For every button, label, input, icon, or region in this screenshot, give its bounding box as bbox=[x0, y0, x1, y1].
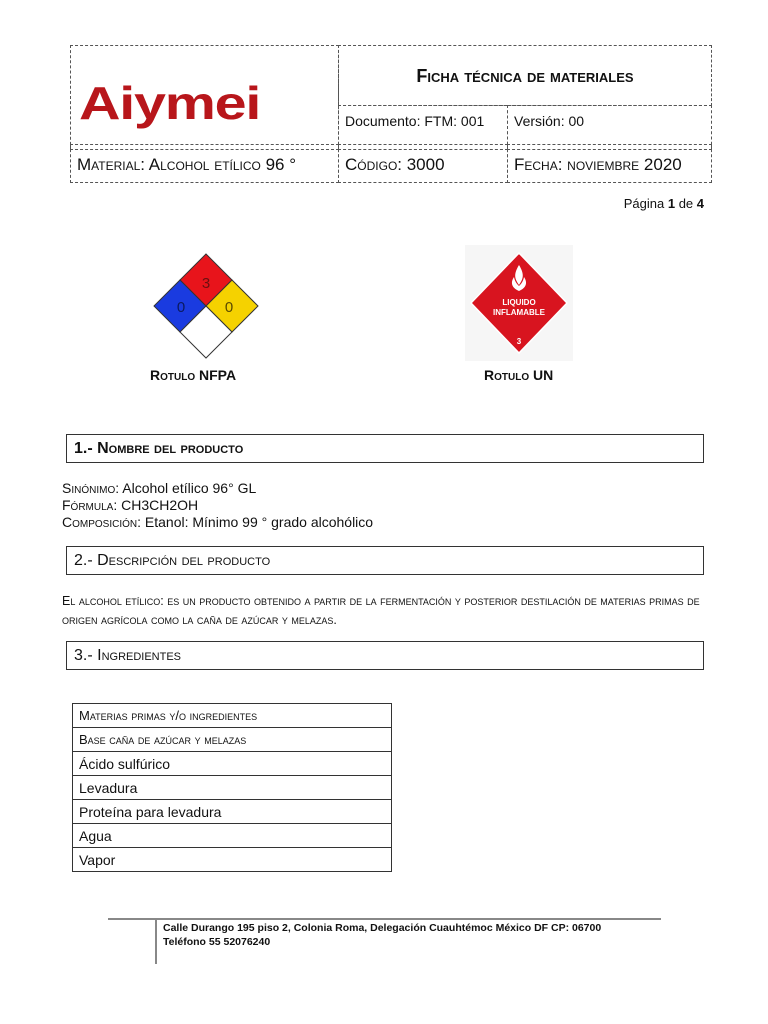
table-row bbox=[73, 704, 392, 728]
ingredients-table bbox=[72, 703, 392, 872]
table-row bbox=[73, 728, 392, 752]
un-class-number: 3 bbox=[516, 337, 522, 346]
composicion-label: Composición: bbox=[62, 514, 142, 530]
nfpa-instability-rating: 0 bbox=[224, 299, 234, 316]
codigo-cell bbox=[338, 144, 508, 183]
logo-cell bbox=[70, 45, 339, 150]
table-row bbox=[73, 848, 392, 872]
section-2-header bbox=[66, 546, 704, 575]
un-line1: LIQUIDO bbox=[502, 298, 536, 307]
formula-label: Fórmula: bbox=[62, 497, 118, 513]
footer-divider bbox=[108, 918, 661, 920]
table-row bbox=[73, 824, 392, 848]
composicion-line bbox=[62, 514, 373, 530]
section-1-header bbox=[66, 434, 704, 463]
page-sep: de bbox=[675, 196, 697, 211]
table-cell: Proteína para levadura bbox=[73, 800, 392, 824]
nfpa-flammability-rating: 3 bbox=[201, 275, 211, 292]
formula-value: CH3CH2OH bbox=[117, 497, 199, 513]
table-row bbox=[73, 752, 392, 776]
footer-vertical-rule bbox=[155, 918, 157, 964]
codigo-value: Código: 3000 bbox=[345, 155, 445, 174]
nfpa-diamond bbox=[148, 250, 264, 366]
table-cell: Ácido sulfúrico bbox=[73, 752, 392, 776]
footer-address-line: Calle Durango 195 piso 2, Colonia Roma, Delegación Cuauhtémoc México DF CP: 06700 bbox=[163, 922, 602, 934]
page-total: 4 bbox=[696, 196, 704, 211]
un-flammable-label bbox=[465, 245, 573, 361]
company-logo: Aiymei bbox=[79, 77, 261, 129]
page-number bbox=[624, 196, 704, 211]
nfpa-health-rating: 0 bbox=[176, 299, 186, 316]
document-header bbox=[70, 45, 712, 183]
product-description: El alcohol etílico: es un producto obtenido a partir de la fermentación y posterior destilación de materias primas de origen agrícola como la caña de azúcar y melazas. bbox=[62, 594, 700, 627]
material-cell bbox=[70, 144, 339, 183]
footer-address bbox=[163, 921, 601, 949]
sinonimo-line bbox=[62, 480, 256, 496]
sinonimo-value: Alcohol etílico 96° GL bbox=[119, 480, 257, 496]
composicion-value: Etanol: Mínimo 99 ° grado alcohólico bbox=[141, 514, 374, 530]
table-cell: Vapor bbox=[73, 848, 392, 872]
document-title: Ficha técnica de materiales bbox=[416, 66, 634, 86]
page-current: 1 bbox=[667, 196, 676, 211]
documento-code: Documento: FTM: 001 bbox=[345, 113, 485, 129]
table-header-cell: Materias primas y/o ingredientes bbox=[73, 704, 392, 728]
version-number: Versión: 00 bbox=[514, 113, 585, 129]
un-line2: INFLAMABLE bbox=[493, 308, 545, 317]
table-cell: Levadura bbox=[73, 776, 392, 800]
section-2-title: 2.- Descripción del producto bbox=[74, 552, 271, 569]
fecha-cell bbox=[507, 144, 712, 183]
footer-phone-line: Teléfono 55 52076240 bbox=[163, 936, 271, 948]
table-row bbox=[73, 776, 392, 800]
section-3-header bbox=[66, 641, 704, 670]
title-cell bbox=[338, 45, 712, 106]
fecha-value: Fecha: noviembre 2020 bbox=[514, 155, 682, 174]
table-cell: Base caña de azúcar y melazas bbox=[73, 728, 392, 752]
table-cell: Agua bbox=[73, 824, 392, 848]
formula-line bbox=[62, 497, 198, 513]
un-caption: Rotulo UN bbox=[484, 367, 554, 383]
nfpa-caption: Rotulo NFPA bbox=[150, 367, 237, 383]
table-row bbox=[73, 800, 392, 824]
material-name: Material: Alcohol etílico 96 ° bbox=[77, 155, 297, 174]
section-1-title: 1.- Nombre del producto bbox=[74, 440, 244, 457]
sinonimo-label: Sinónimo: bbox=[62, 480, 120, 496]
page-prefix: Página bbox=[623, 196, 668, 211]
section-3-title: 3.- Ingredientes bbox=[74, 647, 182, 664]
